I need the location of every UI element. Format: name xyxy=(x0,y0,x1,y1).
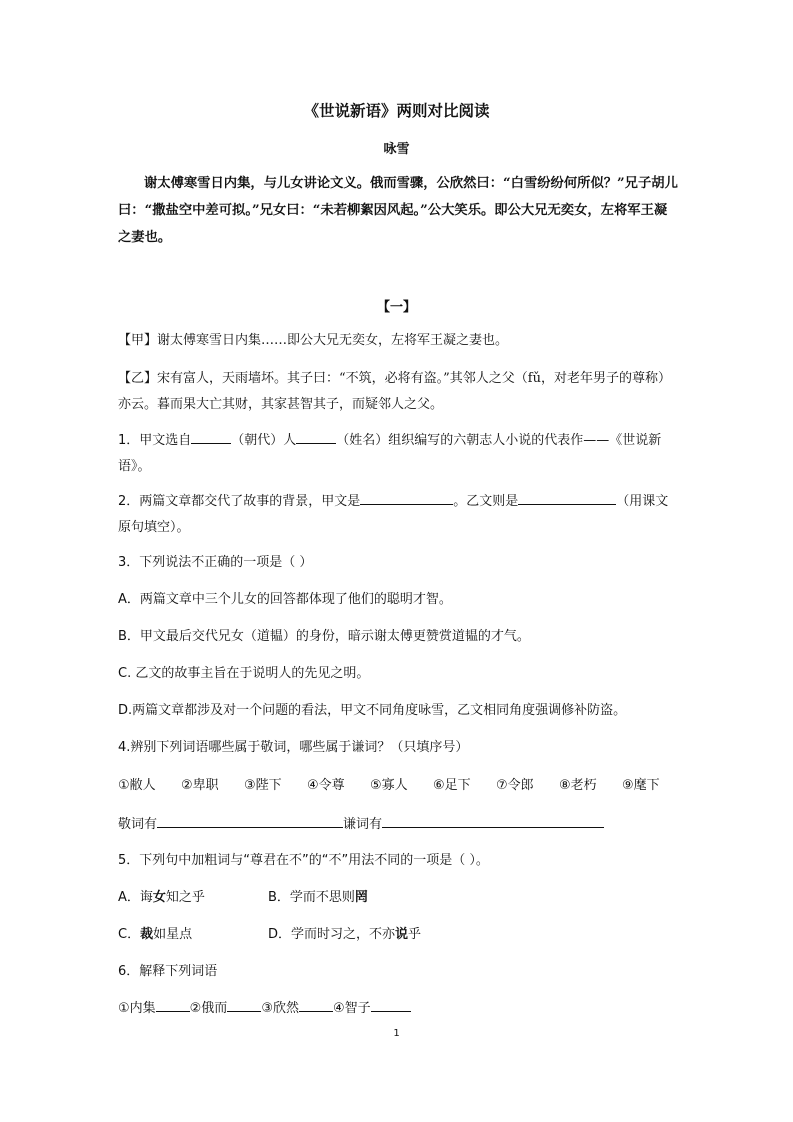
q5-d-text-end: 乎 xyxy=(408,927,422,942)
q5-c-bold: 裁 xyxy=(140,927,154,942)
q4-word: ⑦令郎 xyxy=(496,778,534,793)
q6-item: ④智子 xyxy=(332,1001,371,1016)
q4-word-list xyxy=(118,773,660,799)
q4-word: ⑤寡人 xyxy=(370,778,408,793)
q5-options-ab xyxy=(118,885,368,911)
question-4-stem: 4.辨别下列词语哪些属于敬词，哪些属于谦词？（只填序号） xyxy=(118,740,469,755)
q4-blank-jing[interactable] xyxy=(157,813,343,828)
q6-item: ②俄而 xyxy=(189,1001,228,1016)
q3-option-c: C. 乙文的故事主旨在于说明人的先见之明。 xyxy=(118,666,370,681)
q5-b-text: B．学而不思则 xyxy=(268,890,355,905)
question-1 xyxy=(118,428,678,480)
q4-jing-label: 敬词有 xyxy=(118,817,158,832)
q6-blank-3[interactable] xyxy=(299,997,333,1012)
q6-blank-2[interactable] xyxy=(227,997,261,1012)
text-jia: 【甲】谢太傅寒雪日内集……即公大兄无奕女，左将军王凝之妻也。 xyxy=(118,333,509,348)
q3-option-a: A．两篇文章中三个儿女的回答都体现了他们的聪明才智。 xyxy=(118,592,452,607)
q2-part-a: 2．两篇文章都交代了故事的背景，甲文是 xyxy=(118,494,361,509)
passage-subtitle: 咏雪 xyxy=(383,142,410,157)
q6-blank-4[interactable] xyxy=(371,997,411,1012)
q5-a-text: A．诲 xyxy=(118,890,153,905)
q4-word: ⑧老朽 xyxy=(559,778,597,793)
q6-blank-1[interactable] xyxy=(156,997,190,1012)
q5-c-text: C． xyxy=(118,927,141,942)
section-heading: 【一】 xyxy=(376,300,416,315)
q4-word: ③陛下 xyxy=(244,778,282,793)
q5-b-bold: 罔 xyxy=(354,890,368,905)
q1-part-b: （朝代）人 xyxy=(231,433,297,448)
question-2 xyxy=(118,489,678,541)
q1-part-a: 1．甲文选自 xyxy=(118,433,192,448)
q6-item: ①内集 xyxy=(118,1001,156,1016)
q5-a-text-end: 知之乎 xyxy=(165,890,205,905)
q4-word: ⑨麾下 xyxy=(622,778,660,793)
question-3-stem: 3．下列说法不正确的一项是（ ） xyxy=(118,555,313,570)
q4-blank-qian[interactable] xyxy=(382,813,604,828)
question-5-stem: 5．下列句中加粗词与“尊君在不”的“不”用法不同的一项是（ ）。 xyxy=(118,853,489,868)
q5-a-bold: 女 xyxy=(152,890,166,905)
page-number: 1 xyxy=(393,1028,400,1039)
question-6-stem: 6．解释下列词语 xyxy=(118,964,218,979)
q1-blank-name[interactable] xyxy=(296,429,336,444)
q5-d-text: D．学而时习之，不亦 xyxy=(268,927,396,942)
q2-blank-yi[interactable] xyxy=(518,490,616,505)
passage-text: 谢太傅寒雪日内集，与儿女讲论文义。俄而雪骤，公欣然曰：“白雪纷纷何所似？”兄子胡儿曰：“撒盐空中差可拟。”兄女曰：“未若柳絮因风起。”公大笑乐。即公大兄无奕女，左将军王凝之妻也。 xyxy=(118,176,678,245)
q2-blank-jia[interactable] xyxy=(360,490,453,505)
q4-word: ①敝人 xyxy=(118,778,156,793)
q4-word: ⑥足下 xyxy=(433,778,471,793)
q5-options-cd xyxy=(118,922,421,948)
q3-option-b: B．甲文最后交代兄女（道韫）的身份，暗示谢太傅更赞赏道韫的才气。 xyxy=(118,629,530,644)
text-yi: 【乙】宋有富人，天雨墙坏。其子曰：“不筑，必将有盗。”其邻人之父（fǔ，对老年男子的尊称）亦云。暮而果大亡其财，其家甚智其子，而疑邻人之父。 xyxy=(118,371,671,412)
q2-part-c: （用课文原句填空）。 xyxy=(118,494,669,535)
q5-d-bold: 说 xyxy=(395,927,409,942)
q2-part-b: 。乙文则是 xyxy=(453,494,519,509)
q1-part-c: （姓名）组织编写的六朝志人小说的代表作——《世说新语》。 xyxy=(118,433,662,474)
q4-word: ④令尊 xyxy=(307,778,345,793)
q4-word: ②卑职 xyxy=(181,778,219,793)
page-title: 《世说新语》两则对比阅读 xyxy=(303,102,490,120)
q4-answer-row xyxy=(118,812,604,838)
q6-item: ③欣然 xyxy=(261,1001,299,1016)
q6-items xyxy=(118,996,411,1022)
q4-qian-label: 谦词有 xyxy=(343,817,383,832)
q5-c-text-end: 如星点 xyxy=(153,927,193,942)
q3-option-d: D.两篇文章都涉及对一个问题的看法，甲文不同角度咏雪，乙文相同角度强调修补防盗。 xyxy=(118,703,627,718)
q1-blank-dynasty[interactable] xyxy=(191,429,231,444)
